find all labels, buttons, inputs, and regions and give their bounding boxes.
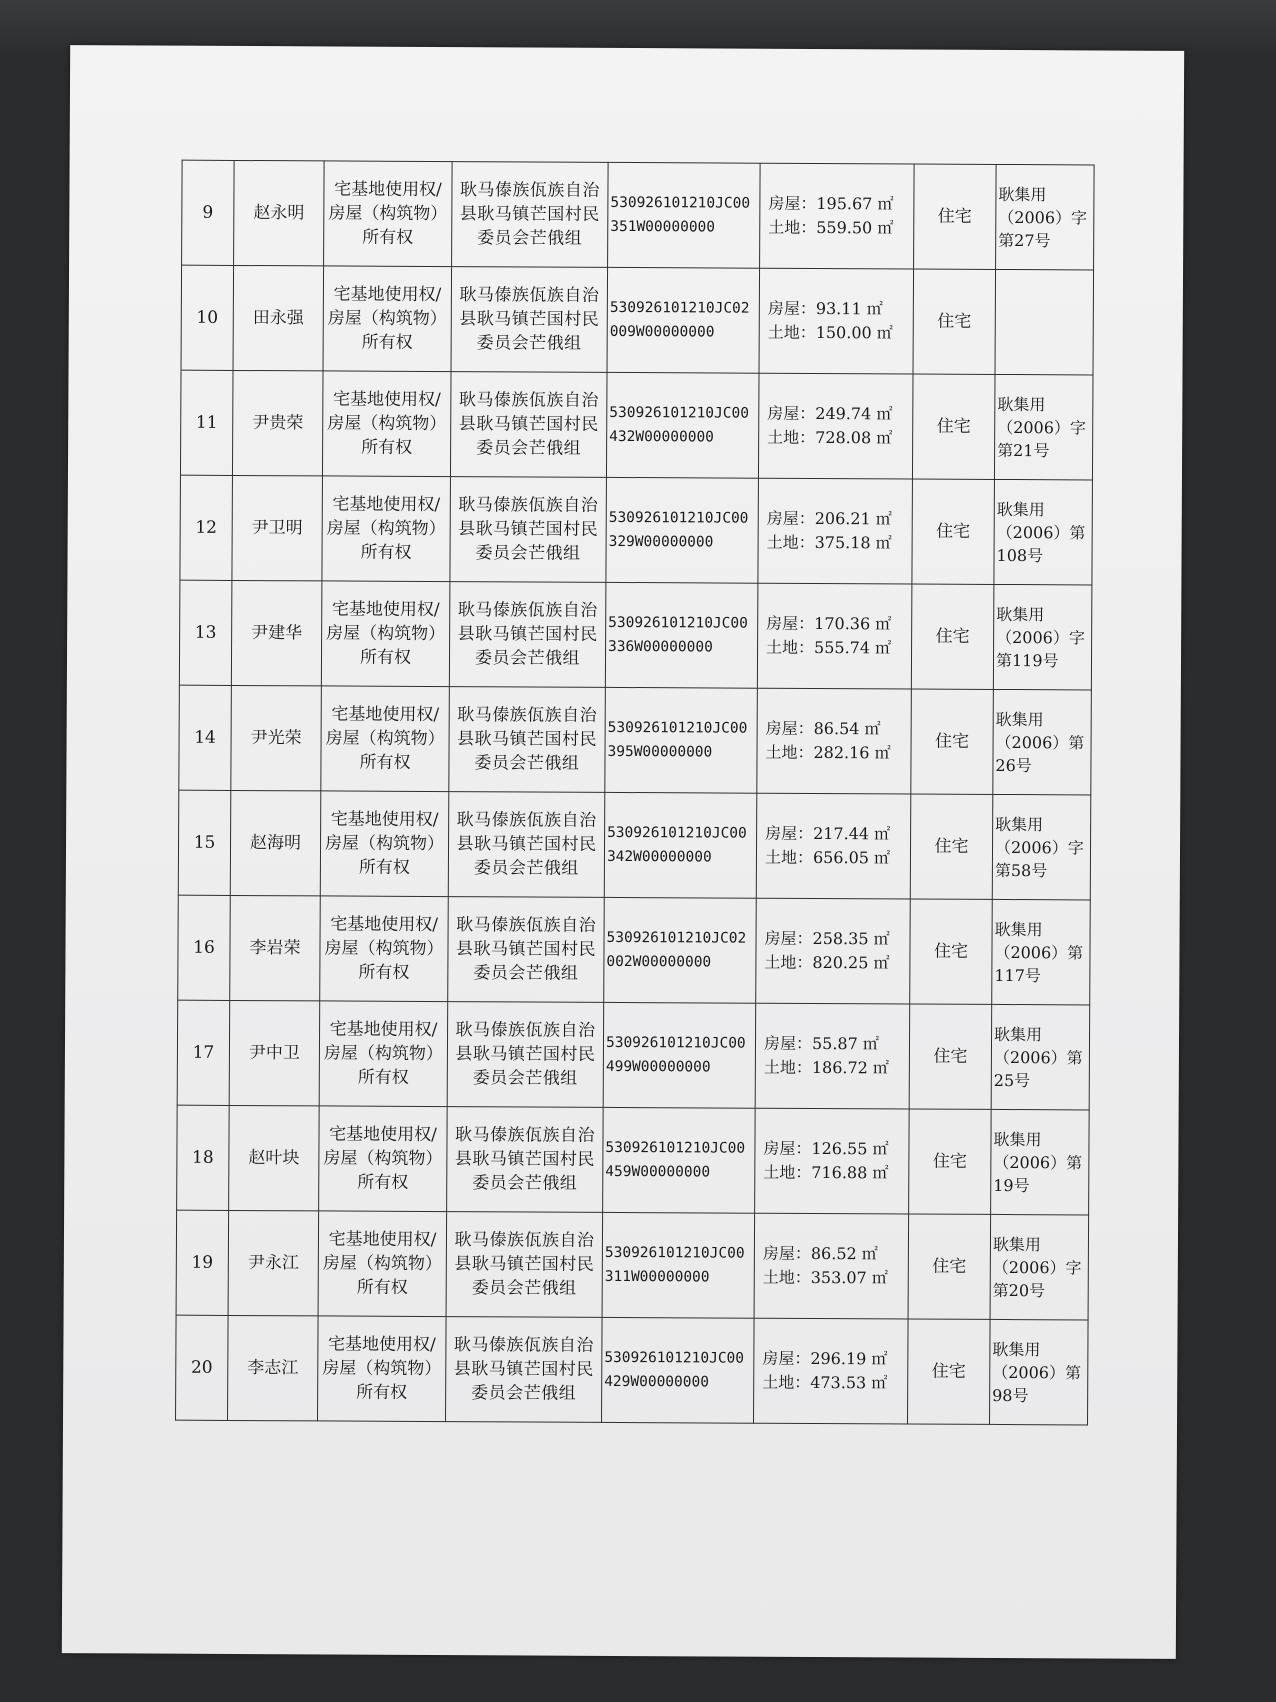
registry-table — [175, 160, 1095, 1426]
table-row — [177, 1000, 1090, 1110]
row-number-cell: 10 — [181, 265, 234, 370]
house-area: 房屋：86.52 ㎡ — [762, 1243, 878, 1264]
usage-cell: 住宅 — [911, 689, 994, 794]
row-number-cell: 20 — [176, 1315, 229, 1420]
house-area: 房屋：296.19 ㎡ — [762, 1348, 888, 1369]
house-area: 房屋：258.35 ㎡ — [764, 928, 890, 949]
location-cell: 耿马傣族佤族自治县耿马镇芒国村民委员会芒俄组 — [449, 687, 606, 793]
paper-sheet — [62, 45, 1184, 1659]
certificate-cell — [995, 269, 1094, 375]
right-type-cell: 宅基地使用权/房屋（构筑物）所有权 — [320, 791, 449, 897]
area-cell — [757, 688, 912, 794]
land-area: 土地：282.16 ㎡ — [765, 742, 891, 763]
land-area: 土地：473.53 ㎡ — [762, 1372, 888, 1393]
registry-table-wrap — [175, 160, 1094, 1426]
owner-name-cell: 田永强 — [233, 265, 324, 370]
house-area: 房屋：217.44 ㎡ — [765, 823, 891, 844]
house-area: 房屋：86.54 ㎡ — [765, 718, 881, 739]
land-area: 土地：716.88 ㎡ — [763, 1162, 889, 1183]
usage-cell: 住宅 — [908, 1319, 991, 1424]
table-row — [179, 685, 1092, 795]
usage-cell: 住宅 — [911, 584, 994, 689]
unit-code-cell: 530926101210JC00336W00000000 — [605, 582, 758, 688]
land-area: 土地：353.07 ㎡ — [762, 1267, 888, 1288]
unit-code-cell: 530926101210JC00432W00000000 — [606, 372, 759, 478]
owner-name-cell: 尹中卫 — [229, 1000, 320, 1105]
certificate-cell: 耿集用（2006）第25号 — [991, 1004, 1090, 1110]
right-type-cell: 宅基地使用权/房屋（构筑物）所有权 — [319, 1001, 448, 1107]
unit-code-cell: 530926101210JC00429W00000000 — [602, 1317, 755, 1423]
table-row — [177, 1105, 1090, 1215]
location-cell: 耿马傣族佤族自治县耿马镇芒国村民委员会芒俄组 — [446, 1317, 603, 1423]
row-number-cell: 13 — [179, 580, 232, 685]
house-area: 房屋：206.21 ㎡ — [766, 508, 892, 529]
usage-cell: 住宅 — [909, 1004, 992, 1109]
right-type-cell: 宅基地使用权/房屋（构筑物）所有权 — [323, 266, 452, 372]
location-cell: 耿马傣族佤族自治县耿马镇芒国村民委员会芒俄组 — [450, 477, 607, 583]
usage-cell: 住宅 — [909, 1109, 992, 1214]
table-row — [180, 475, 1093, 585]
row-number-cell: 17 — [177, 1000, 230, 1105]
owner-name-cell: 李岩荣 — [230, 895, 321, 1000]
unit-code-cell: 530926101210JC00499W00000000 — [603, 1002, 756, 1108]
land-area: 土地：559.50 ㎡ — [768, 217, 894, 238]
table-row — [178, 790, 1091, 900]
land-area: 土地：150.00 ㎡ — [767, 322, 893, 343]
owner-name-cell: 赵叶块 — [229, 1105, 320, 1210]
table-row — [181, 265, 1094, 375]
unit-code-cell: 530926101210JC00351W00000000 — [608, 162, 761, 268]
table-row — [180, 370, 1093, 480]
right-type-cell: 宅基地使用权/房屋（构筑物）所有权 — [320, 896, 449, 1002]
right-type-cell: 宅基地使用权/房屋（构筑物）所有权 — [321, 581, 450, 687]
location-cell: 耿马傣族佤族自治县耿马镇芒国村民委员会芒俄组 — [451, 267, 608, 373]
land-area: 土地：656.05 ㎡ — [764, 847, 891, 868]
area-cell — [758, 373, 913, 479]
unit-code-cell: 530926101210JC00395W00000000 — [605, 687, 758, 793]
house-area: 房屋：55.87 ㎡ — [763, 1033, 879, 1054]
right-type-cell: 宅基地使用权/房屋（构筑物）所有权 — [319, 1106, 448, 1212]
right-type-cell: 宅基地使用权/房屋（构筑物）所有权 — [324, 161, 453, 267]
location-cell: 耿马傣族佤族自治县耿马镇芒国村民委员会芒俄组 — [446, 1212, 603, 1318]
area-cell — [759, 268, 914, 374]
row-number-cell: 14 — [179, 685, 232, 790]
row-number-cell: 18 — [177, 1105, 230, 1210]
unit-code-cell: 530926101210JC00459W00000000 — [603, 1107, 756, 1213]
right-type-cell: 宅基地使用权/房屋（构筑物）所有权 — [318, 1211, 447, 1317]
location-cell: 耿马傣族佤族自治县耿马镇芒国村民委员会芒俄组 — [447, 1107, 604, 1213]
certificate-cell: 耿集用（2006）字第58号 — [992, 794, 1091, 900]
area-cell — [760, 163, 915, 269]
area-cell — [758, 478, 913, 584]
house-area: 房屋：249.74 ㎡ — [767, 403, 893, 424]
location-cell: 耿马傣族佤族自治县耿马镇芒国村民委员会芒俄组 — [447, 1002, 604, 1108]
usage-cell: 住宅 — [912, 374, 995, 479]
row-number-cell: 19 — [176, 1210, 229, 1315]
usage-cell: 住宅 — [914, 164, 997, 269]
unit-code-cell: 530926101210JC02002W00000000 — [604, 897, 757, 1003]
certificate-cell: 耿集用（2006）字第20号 — [990, 1214, 1089, 1320]
land-area: 土地：820.25 ㎡ — [764, 952, 890, 973]
owner-name-cell: 尹卫明 — [232, 475, 323, 580]
owner-name-cell: 赵永明 — [234, 160, 325, 265]
right-type-cell: 宅基地使用权/房屋（构筑物）所有权 — [318, 1316, 447, 1422]
row-number-cell: 16 — [178, 895, 231, 1000]
usage-cell: 住宅 — [910, 794, 993, 899]
certificate-cell: 耿集用（2006）第26号 — [993, 689, 1092, 795]
location-cell: 耿马傣族佤族自治县耿马镇芒国村民委员会芒俄组 — [449, 582, 606, 688]
usage-cell: 住宅 — [908, 1214, 991, 1319]
house-area: 房屋：126.55 ㎡ — [763, 1138, 889, 1159]
area-cell — [754, 1213, 909, 1319]
area-cell — [757, 583, 912, 689]
unit-code-cell: 530926101210JC00329W00000000 — [606, 477, 759, 583]
certificate-cell: 耿集用（2006）第98号 — [990, 1319, 1089, 1425]
land-area: 土地：375.18 ㎡ — [766, 532, 892, 553]
owner-name-cell: 李志江 — [228, 1315, 319, 1420]
table-row — [176, 1210, 1089, 1320]
certificate-cell: 耿集用（2006）字第27号 — [996, 164, 1095, 270]
land-area: 土地：728.08 ㎡ — [767, 427, 893, 448]
certificate-cell: 耿集用（2006）第117号 — [992, 899, 1091, 1005]
usage-cell: 住宅 — [912, 479, 995, 584]
owner-name-cell: 尹贵荣 — [232, 370, 323, 475]
certificate-cell: 耿集用（2006）字第119号 — [993, 584, 1092, 690]
usage-cell: 住宅 — [913, 269, 996, 374]
house-area: 房屋：170.36 ㎡ — [766, 613, 892, 634]
certificate-cell: 耿集用（2006）第19号 — [991, 1109, 1090, 1215]
location-cell: 耿马傣族佤族自治县耿马镇芒国村民委员会芒俄组 — [450, 372, 607, 478]
house-area: 房屋：93.11 ㎡ — [767, 298, 883, 319]
row-number-cell: 11 — [180, 370, 233, 475]
land-area: 土地：555.74 ㎡ — [766, 637, 892, 658]
row-number-cell: 12 — [180, 475, 233, 580]
table-row — [179, 580, 1092, 690]
right-type-cell: 宅基地使用权/房屋（构筑物）所有权 — [321, 686, 450, 792]
right-type-cell: 宅基地使用权/房屋（构筑物）所有权 — [322, 476, 451, 582]
land-area: 土地：186.72 ㎡ — [763, 1057, 890, 1078]
house-area: 房屋：195.67 ㎡ — [768, 193, 894, 214]
area-cell — [756, 898, 911, 1004]
owner-name-cell: 赵海明 — [230, 790, 321, 895]
row-number-cell: 15 — [178, 790, 231, 895]
table-row — [182, 160, 1095, 270]
area-cell — [755, 1108, 910, 1214]
unit-code-cell: 530926101210JC00342W00000000 — [604, 792, 757, 898]
location-cell: 耿马傣族佤族自治县耿马镇芒国村民委员会芒俄组 — [452, 162, 609, 268]
owner-name-cell: 尹建华 — [231, 580, 322, 685]
certificate-cell: 耿集用（2006）字第21号 — [994, 374, 1093, 480]
unit-code-cell: 530926101210JC02009W00000000 — [607, 267, 760, 373]
row-number-cell: 9 — [182, 160, 235, 265]
table-body — [176, 160, 1095, 1425]
owner-name-cell: 尹永江 — [228, 1210, 319, 1315]
unit-code-cell: 530926101210JC00311W00000000 — [602, 1212, 755, 1318]
area-cell — [754, 1318, 909, 1424]
usage-cell: 住宅 — [910, 899, 993, 1004]
area-cell — [756, 793, 911, 899]
table-row — [178, 895, 1091, 1005]
area-cell — [755, 1003, 910, 1109]
location-cell: 耿马傣族佤族自治县耿马镇芒国村民委员会芒俄组 — [448, 897, 605, 1003]
table-row — [176, 1315, 1089, 1425]
right-type-cell: 宅基地使用权/房屋（构筑物）所有权 — [322, 371, 451, 477]
location-cell: 耿马傣族佤族自治县耿马镇芒国村民委员会芒俄组 — [448, 792, 605, 898]
owner-name-cell: 尹光荣 — [231, 685, 322, 790]
certificate-cell: 耿集用（2006）第108号 — [994, 479, 1093, 585]
